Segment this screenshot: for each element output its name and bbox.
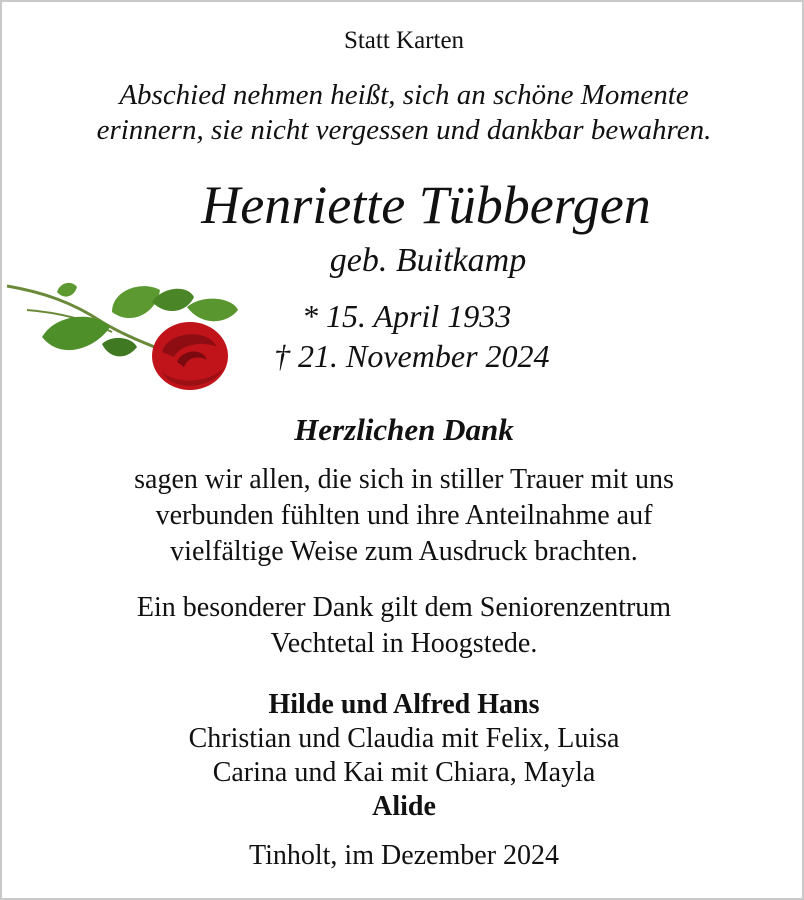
special-thanks	[2, 590, 804, 662]
special-thanks-line-1: Ein besonderer Dank gilt dem Seniorenzentrum	[136, 592, 672, 623]
signer-line-2: Christian und Claudia mit Felix, Luisa	[188, 723, 620, 754]
birth-date: * 15. April 1933	[302, 298, 512, 334]
rose-image	[2, 272, 242, 402]
deceased-name: Henriette Tübbergen	[201, 175, 651, 235]
thanks-title: Herzlichen Dank	[294, 412, 514, 447]
signer-line-3: Carina und Kai mit Chiara, Mayla	[212, 757, 596, 788]
death-date: † 21. November 2024	[274, 338, 550, 374]
thanks-line-1: sagen wir allen, die sich in stiller Trauer mit uns	[134, 464, 674, 495]
thanks-line-2: verbunden fühlten und ihre Anteilnahme auf	[155, 500, 653, 531]
thanks-text	[2, 462, 804, 570]
motto	[2, 78, 804, 148]
signer-line-4: Alide	[372, 791, 436, 822]
maiden-name: geb. Buitkamp	[329, 242, 527, 279]
signer-line-1: Hilde und Alfred Hans	[268, 689, 540, 720]
place-date: Tinholt, im Dezember 2024	[248, 840, 560, 871]
special-thanks-line-2: Vechtetal in Hoogstede.	[270, 628, 538, 659]
motto-line-2: erinnern, sie nicht vergessen und dankbar bewahren.	[96, 114, 712, 146]
signers	[2, 688, 804, 824]
thanks-line-3: vielfältige Weise zum Ausdruck brachten.	[170, 536, 638, 567]
motto-line-1: Abschied nehmen heißt, sich an schöne Momente	[119, 79, 689, 111]
header-label: Statt Karten	[343, 27, 465, 54]
